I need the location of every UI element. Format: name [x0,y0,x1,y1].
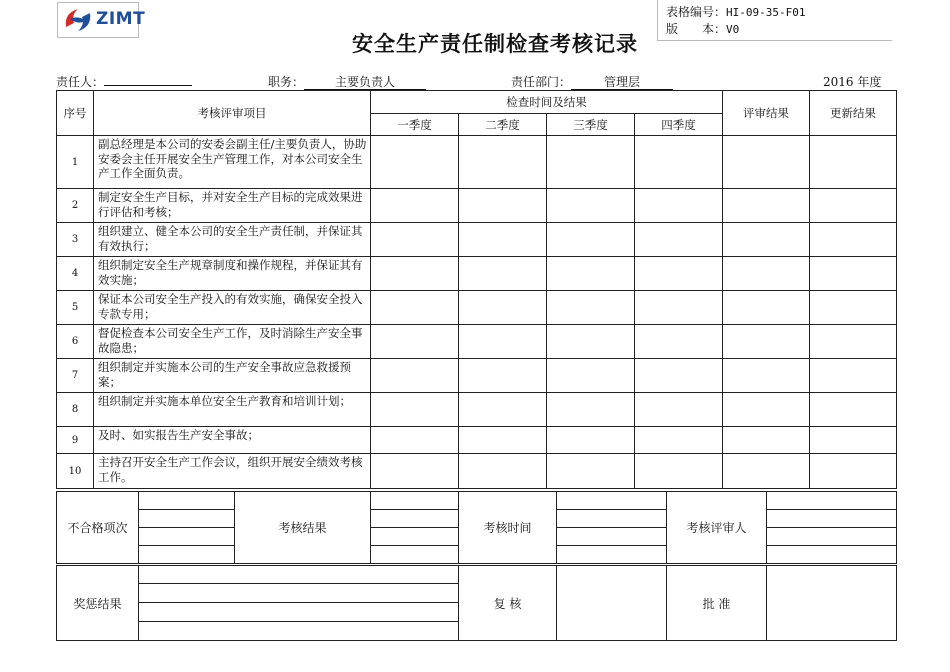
assessor-line[interactable] [767,492,897,510]
assessor-line[interactable] [767,510,897,528]
assess-result-label: 考核结果 [235,492,371,564]
row-update-cell[interactable] [810,257,897,291]
row-q4-cell[interactable] [635,454,723,489]
row-q3-cell[interactable] [547,454,635,489]
reward-line[interactable] [139,603,459,622]
version-label: 版 本： [666,22,727,36]
row-q2-cell[interactable] [459,393,547,427]
nonconform-line[interactable] [139,510,235,528]
row-q2-cell[interactable] [459,257,547,291]
row-q4-cell[interactable] [635,189,723,223]
table-row [57,257,897,291]
row-q4-cell[interactable] [635,223,723,257]
row-review-cell[interactable] [723,359,810,393]
row-number: 4 [57,257,94,291]
header-q4: 四季度 [635,114,723,136]
row-q1-cell[interactable] [371,136,459,189]
recheck-field[interactable] [557,566,667,641]
position-label: 职务： [268,75,305,89]
header-q1: 一季度 [371,114,459,136]
row-review-cell[interactable] [723,223,810,257]
row-q1-cell[interactable] [371,189,459,223]
assess-result-line[interactable] [371,546,459,564]
header-item: 考核评审项目 [94,91,371,136]
page-title: 安全生产责任制检查考核记录 [352,31,638,56]
row-q3-cell[interactable] [547,325,635,359]
table-row [57,454,897,489]
row-q4-cell[interactable] [635,136,723,189]
form-number-value: HI-09-35-F01 [726,6,806,19]
assessor-line[interactable] [767,546,897,564]
row-item-text: 主持召开安全生产工作会议，组织开展安全绩效考核工作。 [94,454,371,489]
table-row [57,223,897,257]
row-q4-cell[interactable] [635,325,723,359]
row-q3-cell[interactable] [547,257,635,291]
row-number: 7 [57,359,94,393]
version-value: V0 [726,23,740,36]
row-item-text: 组织制定并实施本公司的生产安全事故应急救援预案； [94,359,371,393]
row-number: 10 [57,454,94,489]
row-q4-cell[interactable] [635,393,723,427]
header-update-result: 更新结果 [810,91,897,136]
row-review-cell[interactable] [723,291,810,325]
row-item-text: 督促检查本公司安全生产工作，及时消除生产安全事故隐患； [94,325,371,359]
table-row [57,427,897,454]
row-update-cell[interactable] [810,393,897,427]
assess-result-line[interactable] [371,492,459,510]
row-number: 3 [57,223,94,257]
header-review-result: 评审结果 [723,91,810,136]
row-q2-cell[interactable] [459,359,547,393]
header-q2: 二季度 [459,114,547,136]
row-update-cell[interactable] [810,359,897,393]
row-q2-cell[interactable] [459,189,547,223]
recheck-label: 复 核 [459,566,557,641]
row-review-cell[interactable] [723,257,810,291]
nonconform-label: 不合格项次 [57,492,139,564]
row-q1-cell[interactable] [371,454,459,489]
assess-result-line[interactable] [371,528,459,546]
table-row [57,136,897,189]
year: 2016 年度 [823,75,882,89]
row-q3-cell[interactable] [547,136,635,189]
header-check-time: 检查时间及结果 [371,91,723,114]
row-q3-cell[interactable] [547,359,635,393]
row-number: 9 [57,427,94,454]
form-number-label: 表格编号： [666,5,727,19]
assessment-table [56,90,897,489]
row-q2-cell[interactable] [459,427,547,454]
table-row [57,325,897,359]
reward-review-approve [56,565,897,641]
row-q1-cell[interactable] [371,257,459,291]
person-value [104,85,192,86]
assess-result-line[interactable] [371,510,459,528]
row-update-cell[interactable] [810,291,897,325]
table-row [57,291,897,325]
row-item-text: 保证本公司安全生产投入的有效实施，确保安全投入专款专用； [94,291,371,325]
row-q3-cell[interactable] [547,223,635,257]
row-item-text: 及时、如实报告生产安全事故； [94,427,371,454]
row-number: 8 [57,393,94,427]
row-item-text: 组织制定并实施本单位安全生产教育和培训计划； [94,393,371,427]
table-row [57,393,897,427]
assessor-line[interactable] [767,528,897,546]
department-label: 责任部门： [511,75,572,89]
row-item-text: 组织制定安全生产规章制度和操作规程，并保证其有效实施； [94,257,371,291]
position [268,73,426,90]
assess-time-line[interactable] [557,528,667,546]
nonconform-line[interactable] [139,492,235,510]
department-value: 管理层 [571,75,673,90]
row-update-cell[interactable] [810,427,897,454]
row-q2-cell[interactable] [459,136,547,189]
form-number [666,4,806,21]
row-update-cell[interactable] [810,325,897,359]
person-label: 责任人： [56,75,105,89]
responsible-person [56,73,192,90]
approve-label: 批 准 [667,566,767,641]
row-item-text: 组织建立、健全本公司的安全生产责任制，并保证其有效执行； [94,223,371,257]
row-q1-cell[interactable] [371,223,459,257]
nonconform-line[interactable] [139,546,235,564]
row-update-cell[interactable] [810,189,897,223]
row-number: 2 [57,189,94,223]
row-q4-cell[interactable] [635,359,723,393]
row-q3-cell[interactable] [547,291,635,325]
position-value: 主要负责人 [304,75,426,90]
department [511,73,673,90]
row-q1-cell[interactable] [371,291,459,325]
reward-line[interactable] [139,584,459,603]
approve-field[interactable] [767,566,897,641]
row-q2-cell[interactable] [459,223,547,257]
reward-line[interactable] [139,566,459,584]
assess-time-line[interactable] [557,492,667,510]
reward-line[interactable] [139,622,459,641]
table-row [57,189,897,223]
row-update-cell[interactable] [810,454,897,489]
assessment-summary [56,491,897,564]
row-review-cell[interactable] [723,454,810,489]
row-number: 6 [57,325,94,359]
row-item-text: 制定安全生产目标，并对安全生产目标的完成效果进行评估和考核； [94,189,371,223]
row-q4-cell[interactable] [635,427,723,454]
assess-time-label: 考核时间 [459,492,557,564]
row-q1-cell[interactable] [371,427,459,454]
row-number: 1 [57,136,94,189]
row-q4-cell[interactable] [635,291,723,325]
row-review-cell[interactable] [723,189,810,223]
row-q1-cell[interactable] [371,393,459,427]
row-item-text: 副总经理是本公司的安委会副主任/主要负责人，协助安委会主任开展安全生产管理工作，对本公司安全生产工作全面负责。 [94,136,371,189]
row-q2-cell[interactable] [459,325,547,359]
assess-time-line[interactable] [557,546,667,564]
logo-text: ZIMT [96,9,146,29]
nonconform-line[interactable] [139,528,235,546]
table-row [57,359,897,393]
row-update-cell[interactable] [810,136,897,189]
row-q1-cell[interactable] [371,325,459,359]
row-q3-cell[interactable] [547,393,635,427]
header-q3: 三季度 [547,114,635,136]
row-review-cell[interactable] [723,393,810,427]
header-no: 序号 [57,91,94,136]
row-q2-cell[interactable] [459,454,547,489]
row-q2-cell[interactable] [459,291,547,325]
row-number: 5 [57,291,94,325]
row-review-cell[interactable] [723,427,810,454]
row-q4-cell[interactable] [635,257,723,291]
row-q1-cell[interactable] [371,359,459,393]
row-review-cell[interactable] [723,136,810,189]
assess-time-line[interactable] [557,510,667,528]
assessor-label: 考核评审人 [667,492,767,564]
row-review-cell[interactable] [723,325,810,359]
row-q3-cell[interactable] [547,189,635,223]
reward-label: 奖惩结果 [57,566,139,641]
row-q3-cell[interactable] [547,427,635,454]
row-update-cell[interactable] [810,223,897,257]
